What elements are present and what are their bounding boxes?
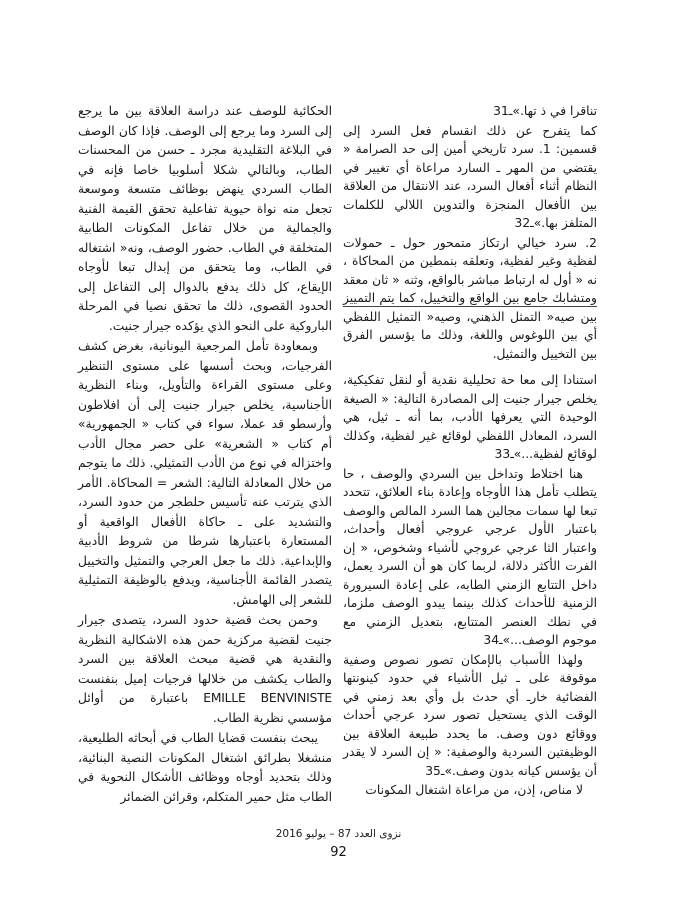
paragraph: الحكائية للوصف عند دراسة العلاقة بين ما يرجع إلى السرد وما يرجع إلى الوصف. فإذا كان الوصف في البلاغة التقليدية مجرد ـ حسن من المحسنات الطاب، وبالتالي شكلا أسلوبيا خاصا فإنه في الطاب السردي ينهض بوظائف متسعة وموسعة تجعل منه نواة حيوية تفاعلية تحقق القيمة الفنية والجمالية من خلال تفاعل المكونات الطابية المتخلقة في الطاب. حضور الوصف، ونه« اشتغاله في الطاب، وما يتحقق من إبدال تبعا لأوجاه الإيقاع، كل ذلك يدفع بالدوال إلى التفاعل إلى الحدود القصوى، ذلك ما تحقق نصيا في المرحلة الباروكية على النحو الذي يؤكده جيرار جنيت. [78, 104, 332, 333]
paragraph: ولهذا الأسباب بالإمكان تصور نصوص وصفية موقوفة على ـ ثيل الأشياء في حدود كينونتها الفضائية خارـ أي حدث بل وأي بعد زمني في الوقت الذي يستحيل تصور سرد عرجي أحداث ووقائع دون وصف. ما يحدد طبيعة العلاقة بين الوظيفتين السردية والوصفية: « إن السرد لا يقدر أن يؤسس كيانه بدون وصف.»ـ35 [343, 652, 597, 778]
page-number: 92 [330, 845, 347, 860]
paragraph: تناقرا في ذ تها.»ـ31 [493, 104, 597, 118]
paragraph: يبحث بنفست قضايا الطاب في أبحاثه الطليعية، منشغلا بطرائق اشتغال المكونات النصية البنائية، وذلك بتحديد أوجاه ووظائف الأشكال النحوية في الطاب مثل حمير المتكلم، وقرائن الضمائر [78, 731, 332, 804]
footer-issue: نزوى العدد 87 – يوليو 2016 [275, 828, 402, 840]
paragraph: لا مناص، إذن، من مراعاة اشتغال المكونات [365, 783, 583, 797]
column-divider [343, 306, 597, 307]
paragraph: وحمن بحث قضية حدود السرد، يتصدى جيرار جنيت لقضية مركزية حمن هذه الاشكالية النظرية والنقدية هي قضية مبحث العلاقة بين السرد والطاب يكشف من خلالها فرجيات إميل بنفنست EMILLE BENVINISTE باعتبارة من أوائل مؤسسي نظرية الطاب. [78, 613, 332, 725]
paragraph: 2. سرد خيالي ارتكاز متمحور حول ـ حمولات لفظية وغير لفظية، وتعلقه بنمطين من المحاكاة ، نه « أول له ارتباط مباشر بالواقع، وثنه « ثان معقد ومتشابك جامع بين الواقع والتخييل، كما يتم التمييز بين صيه« التمثل الذهني، وصيه« التمثيل اللفظي أي بين اللوغوس واللغة، وذلك ما يؤسس الفرق بين التخييل والتمثيل. [343, 235, 597, 361]
paragraph: استنادا إلى معا حة تحليلية نقدية أو لنقل تفكيكية، يخلص جيرار جنيت إلى المصادرة التالية: « الصيغة الوحيدة التي يعرفها الأدب، بما أنه ـ ثيل، هي السرد، المعادل اللفظي لوقائع غير لفظية، وكذلك لوقائع لفظية...»ـ33 [343, 373, 597, 461]
paragraph: كما يتفرح عن ذلك انقسام فعل السرد إلى قسمين: 1. سرد تاريخي أمين إلى حد الصرامة « يقتضي من المهر ـ السارد مراعاة أي تغيير في النظام أثناء أفعال السرد، عند الانتقال من العلاقة بين الأفعال المنجزة والتدوين اللالي للكلمات المتلفز بها.»ـ32 [343, 123, 597, 230]
paragraph: وبمعاودة تأمل المرجعية اليونانية، بغرض كشف الفرجيات، وبحث أسسها على مستوى التنظير وعلى مستوى القراءة والتأويل، وبناء النظرية الأجناسية، يخلص جيرار جنيت إلى أن افلاطون وأرسطو قد عملا، سواء في كتاب « الجمهورية» أم كتاب « الشعرية» على حصر مجال الأدب واختزاله في نوع من الأدب التمثيلي. ذلك ما يتوجم من خلال المعادلة التالية: الشعر = المحاكاة. الأمر الذي يترتب عنه تأسيس حلطجر من حدود السرد، والتشديد على ـ حاكاة الأفعال الواقعية أو المستعارة باعتبارها شرطا من شروط الأدبية والإبداعية. ذلك ما جعل العرجي والتمثيل والتخييل يتصدر القائمة الأجناسية، ويدفع بالوظيفة التمثيلية للشعر إلى الهامش. [78, 339, 332, 607]
paragraph: هنا اختلاط وتداخل بين السردي والوصف ، حا يتطلب تأمل هذا الأوجاه وإعادة بناء العلائق، تتحدد تبعا لها سمات مجالين هما السرد المالص والوصف باعتبار الأول عرجي عروجي أفعال وأحداث، واعتبار الثا عرجي عروجي لأشياء وشخوص، « إن الفرت الأكثر دلالة، لربما كان هو أن السرد يعمل، داخل التتابع الزمني الطابه، على إعادة السيرورة الزمنية للأحداث كذلك بينما يبدو الوصف ملزما، في نطك العنصر المتتابع، بتعديل الزمني مع موجوم الوصف...»ـ34 [343, 466, 597, 647]
page-footer [0, 822, 677, 862]
right-column [343, 102, 597, 800]
left-column [78, 102, 332, 807]
